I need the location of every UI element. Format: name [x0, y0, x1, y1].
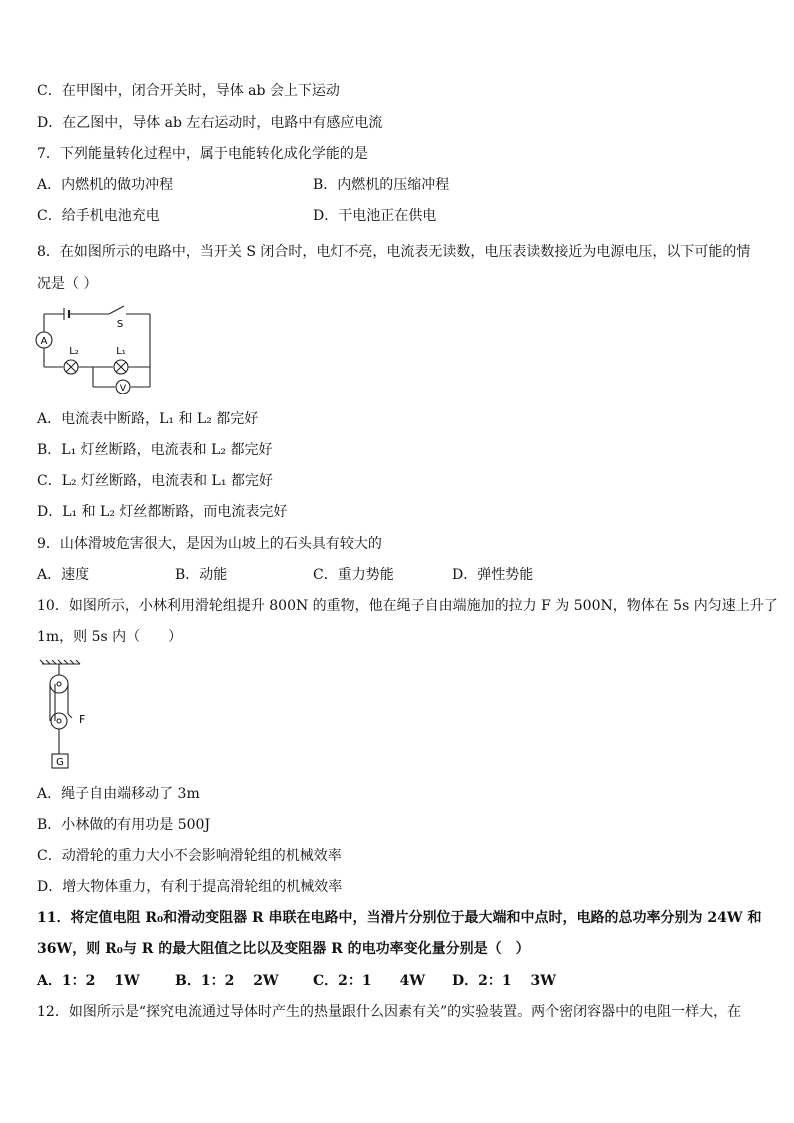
- q7-option-c: C．给手机电池充电: [37, 208, 160, 224]
- q8-option-b: B．L₁ 灯丝断路，电流表和 L₂ 都完好: [37, 442, 273, 458]
- q11-stem-line2: 36W，则 R₀与 R 的最大阻值之比以及变阻器 R 的电功率变化量分别是（ ）: [37, 941, 530, 957]
- q7-option-b: B．内燃机的压缩冲程: [313, 177, 450, 193]
- q11-option-b: B．1：2 2W: [175, 973, 279, 989]
- lamp1-label: L₁: [116, 346, 126, 357]
- q9-option-a: A．速度: [37, 567, 90, 583]
- q8-option-a: A．电流表中断路，L₁ 和 L₂ 都完好: [37, 411, 259, 427]
- q9-option-b: B．动能: [175, 567, 228, 583]
- force-label: F: [79, 713, 86, 726]
- q10-pulley-diagram: [38, 658, 98, 772]
- q11-option-c: C．2：1 4W: [313, 973, 426, 989]
- ammeter-label: A: [40, 336, 48, 347]
- q9-stem: 9．山体滑坡危害很大，是因为山坡上的石头具有较大的: [37, 536, 382, 552]
- voltmeter-label: V: [119, 384, 127, 394]
- q11-option-d: D．2：1 3W: [452, 973, 556, 989]
- q7-option-d: D．干电池正在供电: [313, 208, 437, 224]
- q8-stem-line2: 况是（ ）: [37, 276, 98, 292]
- q8-circuit-diagram: [34, 300, 159, 394]
- q8-option-c: C．L₂ 灯丝断路，电流表和 L₁ 都完好: [37, 473, 273, 489]
- q10-option-d: D．增大物体重力，有利于提高滑轮组的机械效率: [37, 879, 343, 895]
- q10-option-c: C．动滑轮的重力大小不会影响滑轮组的机械效率: [37, 848, 342, 864]
- q6-option-c: C．在甲图中，闭合开关时，导体 ab 会上下运动: [37, 83, 340, 99]
- weight-label: G: [56, 757, 64, 768]
- switch-label: S: [116, 319, 124, 330]
- q10-option-b: B．小林做的有用功是 500J: [37, 817, 211, 833]
- q9-option-d: D．弹性势能: [452, 567, 534, 583]
- q9-option-c: C．重力势能: [313, 567, 394, 583]
- q8-stem-line1: 8．在如图所示的电路中，当开关 S 闭合时，电灯不亮，电流表无读数，电压表读数接近为电源电压，以下可能的情: [37, 244, 751, 260]
- q10-option-a: A．绳子自由端移动了 3m: [37, 786, 200, 802]
- q11-stem-line1: 11．将定值电阻 R₀和滑动变阻器 R 串联在电路中，当滑片分别位于最大端和中点时，电路的总功率分别为 24W 和: [37, 910, 762, 926]
- q10-stem-line1: 10．如图所示，小林利用滑轮组提升 800N 的重物，他在绳子自由端施加的拉力 F 为 500N，物体在 5s 内匀速上升了: [37, 598, 778, 614]
- q10-stem-line2: 1m，则 5s 内（ ）: [37, 629, 183, 645]
- lamp2-label: L₂: [69, 346, 79, 357]
- q11-option-a: A．1：2 1W: [37, 973, 140, 989]
- q8-option-d: D．L₁ 和 L₂ 灯丝都断路，而电流表完好: [37, 504, 288, 520]
- q7-option-a: A．内燃机的做功冲程: [37, 177, 174, 193]
- q7-stem: 7．下列能量转化过程中，属于电能转化成化学能的是: [37, 146, 368, 162]
- q6-option-d: D．在乙图中，导体 ab 左右运动时，电路中有感应电流: [37, 115, 383, 131]
- q12-stem-line1: 12．如图所示是“探究电流通过导体时产生的热量跟什么因素有关”的实验装置。两个密闭容器中的电阻一样大，在: [37, 1004, 742, 1020]
